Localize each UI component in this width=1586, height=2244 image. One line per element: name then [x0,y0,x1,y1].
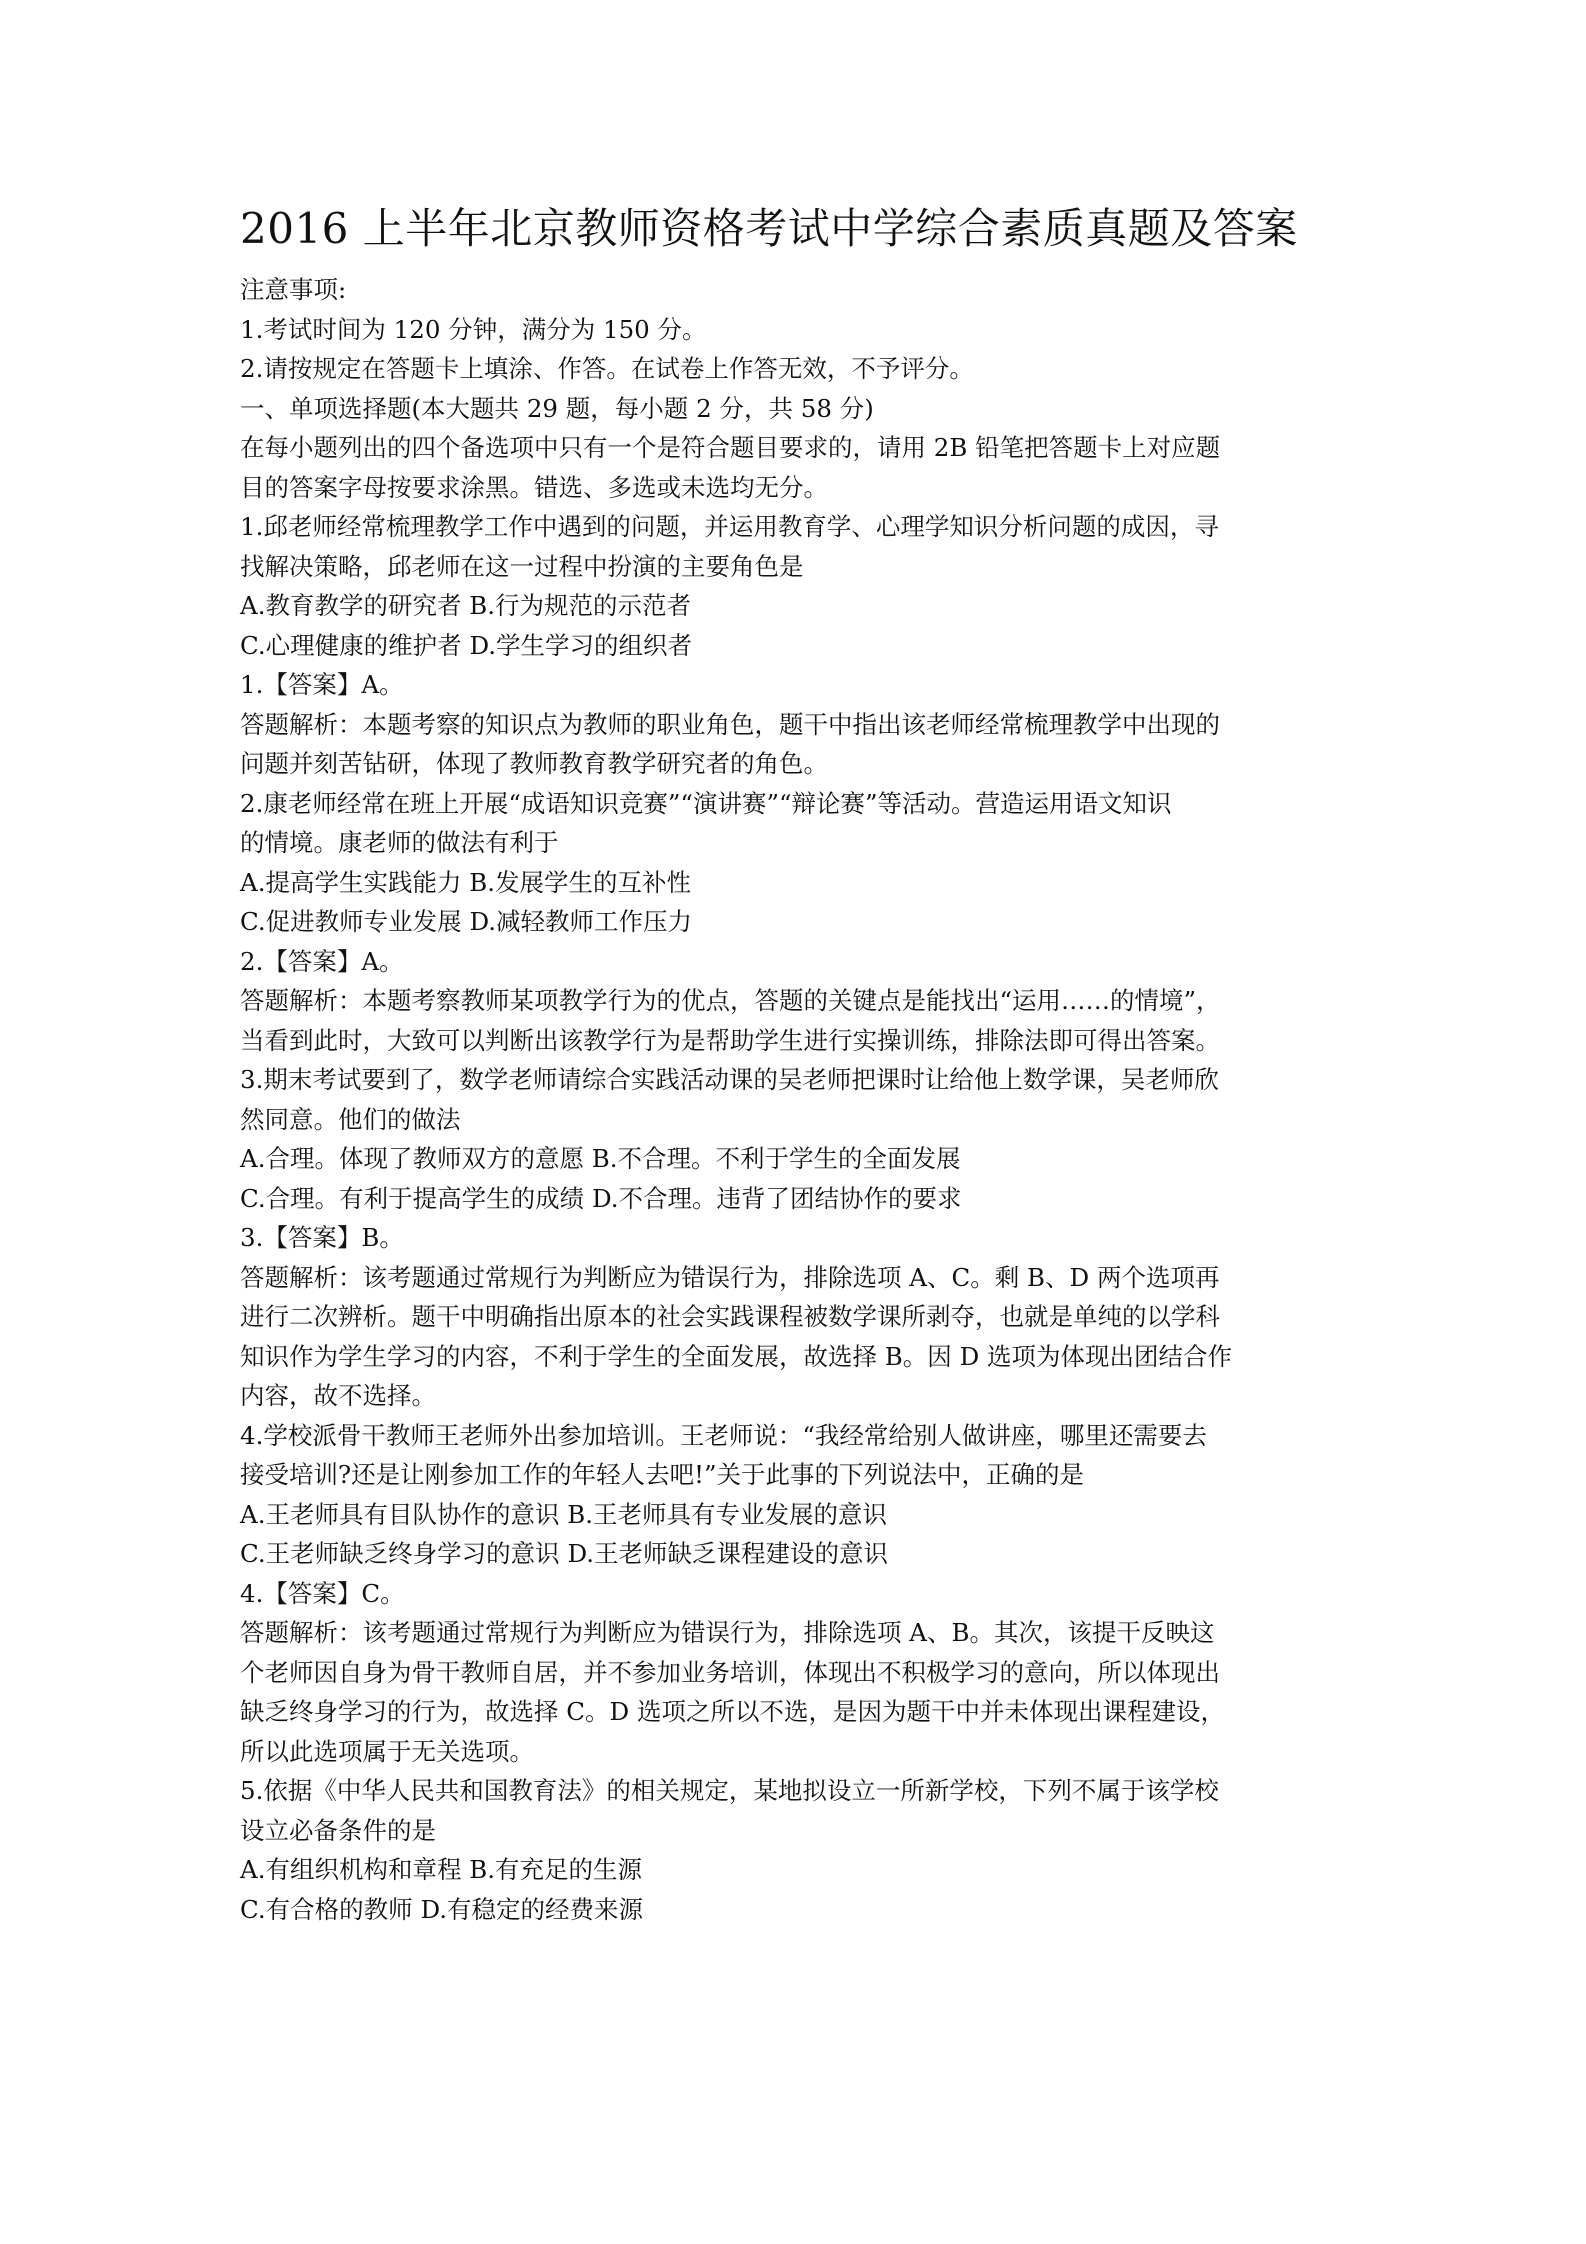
text-line: 缺乏终身学习的行为，故选择 C。D 选项之所以不选，是因为题干中并未体现出课程建设， [240,1697,1225,1726]
text-line: 3.【答案】B。 [240,1223,404,1252]
text-line: 2.请按规定在答题卡上填涂、作答。在试卷上作答无效，不予评分。 [240,354,974,383]
text-line: C.有合格的教师 D.有稳定的经费来源 [240,1894,644,1924]
text-line: 在每小题列出的四个备选项中只有一个是符合题目要求的，请用 2B 铅笔把答题卡上对应题 [240,433,1221,462]
text-line: 问题并刻苦钻研，体现了教师教育教学研究者的角色。 [240,749,828,778]
text-line: C.心理健康的维护者 D.学生学习的组织者 [240,630,693,660]
text-line: 内容，故不选择。 [240,1381,436,1410]
document-body [240,270,1360,1929]
text-line: 进行二次辨析。题干中明确指出原本的社会实践课程被数学课所剥夺，也就是单纯的以学科 [240,1302,1220,1331]
text-line: 答题解析：本题考察的知识点为教师的职业角色，题干中指出该老师经常梳理教学中出现的 [240,709,1220,739]
text-line: 答题解析：本题考察教师某项教学行为的优点，答题的关键点是能找出“运用……的情境”， [240,986,1221,1015]
text-line: 答题解析：该考题通过常规行为判断应为错误行为，排除选项 A、B。其次，该提干反映这 [240,1618,1215,1647]
text-line: 2.【答案】A。 [240,946,404,976]
text-line: A.提高学生实践能力 B.发展学生的互补性 [240,867,692,897]
text-line: 设立必备条件的是 [240,1815,436,1845]
text-line: A.王老师具有目队协作的意识 B.王老师具有专业发展的意识 [240,1499,888,1529]
text-line: 接受培训?还是让刚参加工作的年轻人去吧!”关于此事的下列说法中，正确的是 [240,1460,1085,1489]
text-line: C.王老师缺乏终身学习的意识 D.王老师缺乏课程建设的意识 [240,1539,889,1568]
text-line: 答题解析：该考题通过常规行为判断应为错误行为，排除选项 A、C。剩 B、D 两个选项再 [240,1262,1220,1292]
text-line: 4.学校派骨干教师王老师外出参加培训。王老师说：“我经常给别人做讲座，哪里还需要去 [240,1420,1207,1450]
text-line: C.促进教师专业发展 D.减轻教师工作压力 [240,907,693,936]
text-line: 一、单项选择题(本大题共 29 题，每小题 2 分，共 58 分) [240,393,874,423]
text-line: 注意事项: [240,275,347,304]
text-line: C.合理。有利于提高学生的成绩 D.不合理。违背了团结协作的要求 [240,1183,962,1213]
text-line: 知识作为学生学习的内容，不利于学生的全面发展，故选择 B。因 D 选项为体现出团结合作 [240,1341,1233,1371]
text-line: 5.依据《中华人民共和国教育法》的相关规定，某地拟设立一所新学校，下列不属于该学校 [240,1776,1219,1805]
text-line: 1.【答案】A。 [240,670,404,699]
text-line: A.合理。体现了教师双方的意愿 B.不合理。不利于学生的全面发展 [240,1144,961,1173]
text-line: 的情境。康老师的做法有利于 [240,828,559,857]
text-line: 2.康老师经常在班上开展“成语知识竞赛”“演讲赛”“辩论赛”等活动。营造运用语文知识 [240,788,1172,818]
document-page [240,196,1360,1929]
text-line: A.教育教学的研究者 B.行为规范的示范者 [240,591,692,620]
text-line: 然同意。他们的做法 [240,1104,461,1134]
text-line: 3.期末考试要到了，数学老师请综合实践活动课的吴老师把课时让给他上数学课，吴老师欣 [240,1065,1219,1094]
text-line: 个老师因自身为骨干教师自居，并不参加业务培训，体现出不积极学习的意向，所以体现出 [240,1657,1220,1687]
text-line: A.有组织机构和章程 B.有充足的生源 [240,1855,643,1884]
text-line: 1.邱老师经常梳理教学工作中遇到的问题，并运用教育学、心理学知识分析问题的成因，寻 [240,512,1219,541]
text-line: 当看到此时，大致可以判断出该教学行为是帮助学生进行实操训练，排除法即可得出答案。 [240,1025,1220,1055]
text-line: 4.【答案】C。 [240,1578,405,1608]
text-line: 目的答案字母按要求涂黑。错选、多选或未选均无分。 [240,472,828,502]
document-title: 2016 上半年北京教师资格考试中学综合素质真题及答案 [240,204,1298,253]
text-line: 找解决策略，邱老师在这一过程中扮演的主要角色是 [240,551,804,581]
text-line: 所以此选项属于无关选项。 [240,1736,534,1766]
text-line: 1.考试时间为 120 分钟，满分为 150 分。 [240,314,707,344]
